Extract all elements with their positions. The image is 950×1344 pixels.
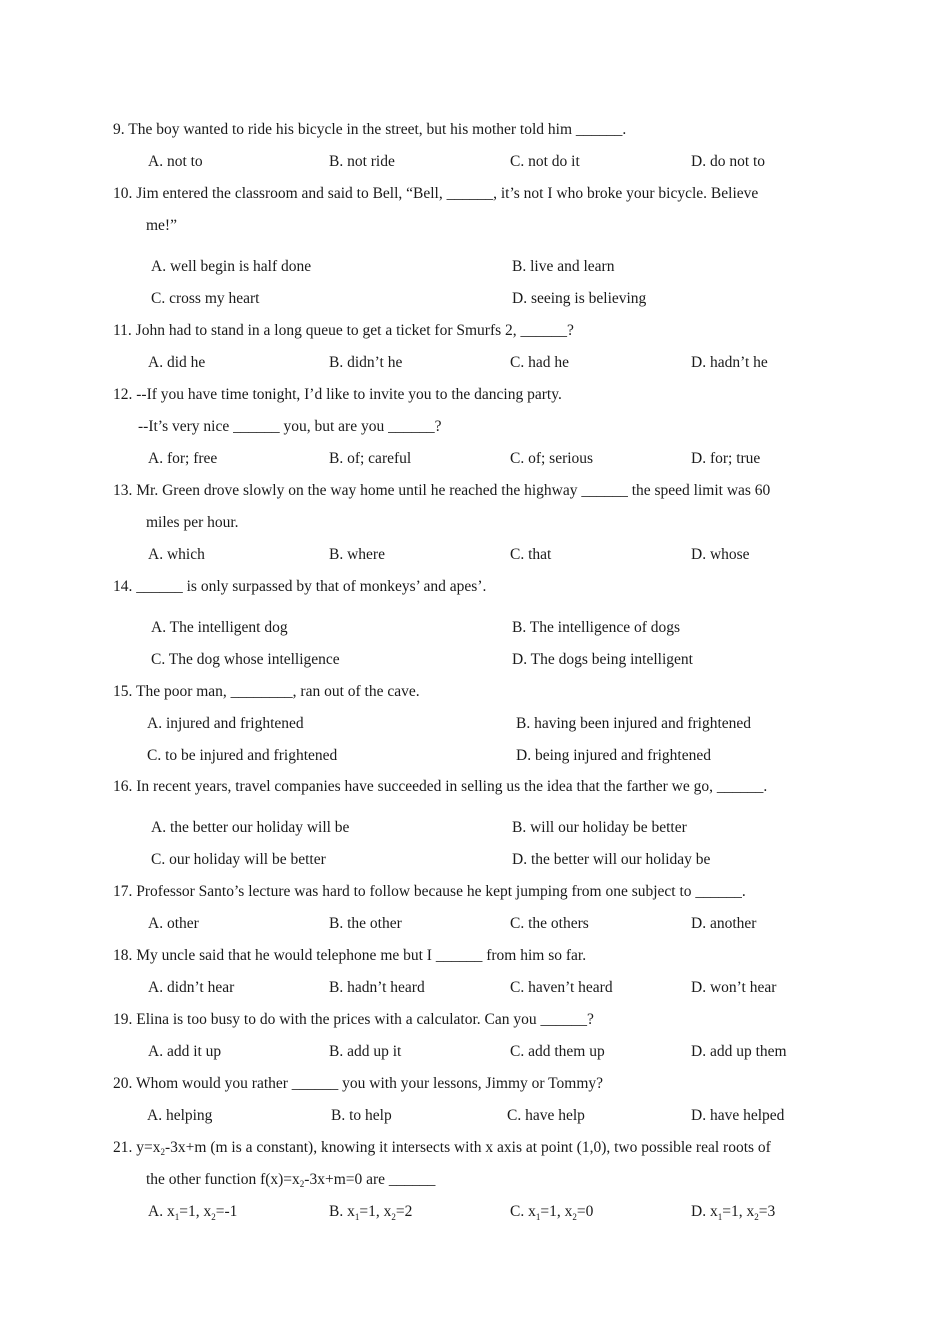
question-13-stem-continued: miles per hour. [146, 514, 239, 531]
question-18-stem: 18. My uncle said that he would telephone me but I ______ from him so far. [113, 947, 587, 964]
question-16-option-a: A. the better our holiday will be [151, 819, 350, 836]
question-11-option-c: C. had he [510, 354, 569, 371]
question-11-option-b: B. didn’t he [329, 354, 403, 371]
question-18-option-c: C. haven’t heard [510, 979, 613, 996]
question-13-stem: 13. Mr. Green drove slowly on the way home until he reached the highway ______ the speed limit was 60 [113, 482, 771, 499]
question-12-stem: 12. --If you have time tonight, I’d like to invite you to the dancing party. [113, 386, 562, 403]
question-10-option-b: B. live and learn [512, 258, 615, 275]
question-16-option-c: C. our holiday will be better [151, 851, 326, 868]
question-21-option-c: C. $x_1=1$, $x_2=0$ [510, 1203, 594, 1222]
question-13-option-b: B. where [329, 546, 385, 563]
question-13-option-d: D. whose [691, 546, 750, 563]
question-9-option-a: A. not to [148, 153, 203, 170]
question-16-stem: 16. In recent years, travel companies have succeeded in selling us the idea that the farther we go, ______. [113, 778, 768, 795]
question-13-option-c: C. that [510, 546, 552, 563]
question-20-option-b: B. to help [331, 1107, 392, 1124]
question-17-option-c: C. the others [510, 915, 589, 932]
question-10-option-a: A. well begin is half done [151, 258, 312, 275]
question-11-stem: 11. John had to stand in a long queue to get a ticket for Smurfs 2, ______? [113, 322, 574, 339]
question-14-stem: 14. ______ is only surpassed by that of monkeys’ and apes’. [113, 578, 487, 595]
question-14-option-b: B. The intelligence of dogs [512, 619, 681, 636]
question-12-option-a: A. for; free [148, 450, 218, 467]
question-20-option-a: A. helping [147, 1107, 213, 1124]
question-19-option-c: C. add them up [510, 1043, 605, 1060]
question-15-option-b: B. having been injured and frightened [516, 715, 752, 732]
question-21-stem: 21. $y=x_2-3x+m$ (m is a constant), knowing it intersects with x axis at point (1,0), two possible real roots of [113, 1139, 771, 1157]
question-16-option-b: B. will our holiday be better [512, 819, 687, 836]
question-19-option-a: A. add it up [148, 1043, 222, 1060]
question-10-stem: 10. Jim entered the classroom and said to Bell, “Bell, ______, it’s not I who broke your bicycle. Believe [113, 185, 759, 202]
question-18-option-a: A. didn’t hear [148, 979, 235, 996]
question-19-option-d: D. add up them [691, 1043, 787, 1060]
question-12-option-b: B. of; careful [329, 450, 412, 467]
question-19-stem: 19. Elina is too busy to do with the prices with a calculator. Can you ______? [113, 1011, 594, 1028]
question-12-option-c: C. of; serious [510, 450, 594, 467]
question-17-option-a: A. other [148, 915, 199, 932]
question-15-stem: 15. The poor man, ________, ran out of the cave. [113, 683, 420, 700]
question-9-option-b: B. not ride [329, 153, 395, 170]
question-9-option-d: D. do not to [691, 153, 766, 170]
question-13-option-a: A. which [148, 546, 205, 563]
question-18-option-b: B. hadn’t heard [329, 979, 425, 996]
question-15-option-a: A. injured and frightened [147, 715, 304, 732]
question-15-option-c: C. to be injured and frightened [147, 747, 338, 764]
question-20-option-c: C. have help [507, 1107, 585, 1124]
question-21-stem-continued: the other function $f(x)=x_2-3x+m=0$ are ______ [146, 1171, 436, 1189]
question-17-option-b: B. the other [329, 915, 402, 932]
question-21-option-b: B. $x_1=1$, $x_2=2$ [329, 1203, 413, 1222]
question-11-option-a: A. did he [148, 354, 206, 371]
question-14-option-a: A. The intelligent dog [151, 619, 288, 636]
question-10-option-d: D. seeing is believing [512, 290, 647, 307]
question-14-option-c: C. The dog whose intelligence [151, 651, 340, 668]
question-12-stem-continued: --It’s very nice ______ you, but are you ______? [138, 418, 442, 435]
question-14-option-d: D. The dogs being intelligent [512, 651, 693, 668]
question-19-option-b: B. add up it [329, 1043, 402, 1060]
question-21-option-d: D. $x_1=1$, $x_2=3$ [691, 1203, 776, 1222]
question-20-stem: 20. Whom would you rather ______ you with your lessons, Jimmy or Tommy? [113, 1075, 604, 1092]
question-10-stem-continued: me!” [146, 217, 177, 234]
question-21-option-a: A. $x_1=1$, $x_2=-1$ [148, 1203, 238, 1222]
question-17-stem: 17. Professor Santo’s lecture was hard to follow because he kept jumping from one subject to ______. [113, 883, 746, 900]
question-18-option-d: D. won’t hear [691, 979, 777, 996]
question-9-stem: 9. The boy wanted to ride his bicycle in the street, but his mother told him ______. [113, 121, 627, 138]
question-15-option-d: D. being injured and frightened [516, 747, 711, 764]
question-17-option-d: D. another [691, 915, 757, 932]
question-11-option-d: D. hadn’t he [691, 354, 768, 371]
question-16-option-d: D. the better will our holiday be [512, 851, 711, 868]
question-10-option-c: C. cross my heart [151, 290, 260, 307]
question-12-option-d: D. for; true [691, 450, 761, 467]
question-9-option-c: C. not do it [510, 153, 580, 170]
question-20-option-d: D. have helped [691, 1107, 785, 1124]
